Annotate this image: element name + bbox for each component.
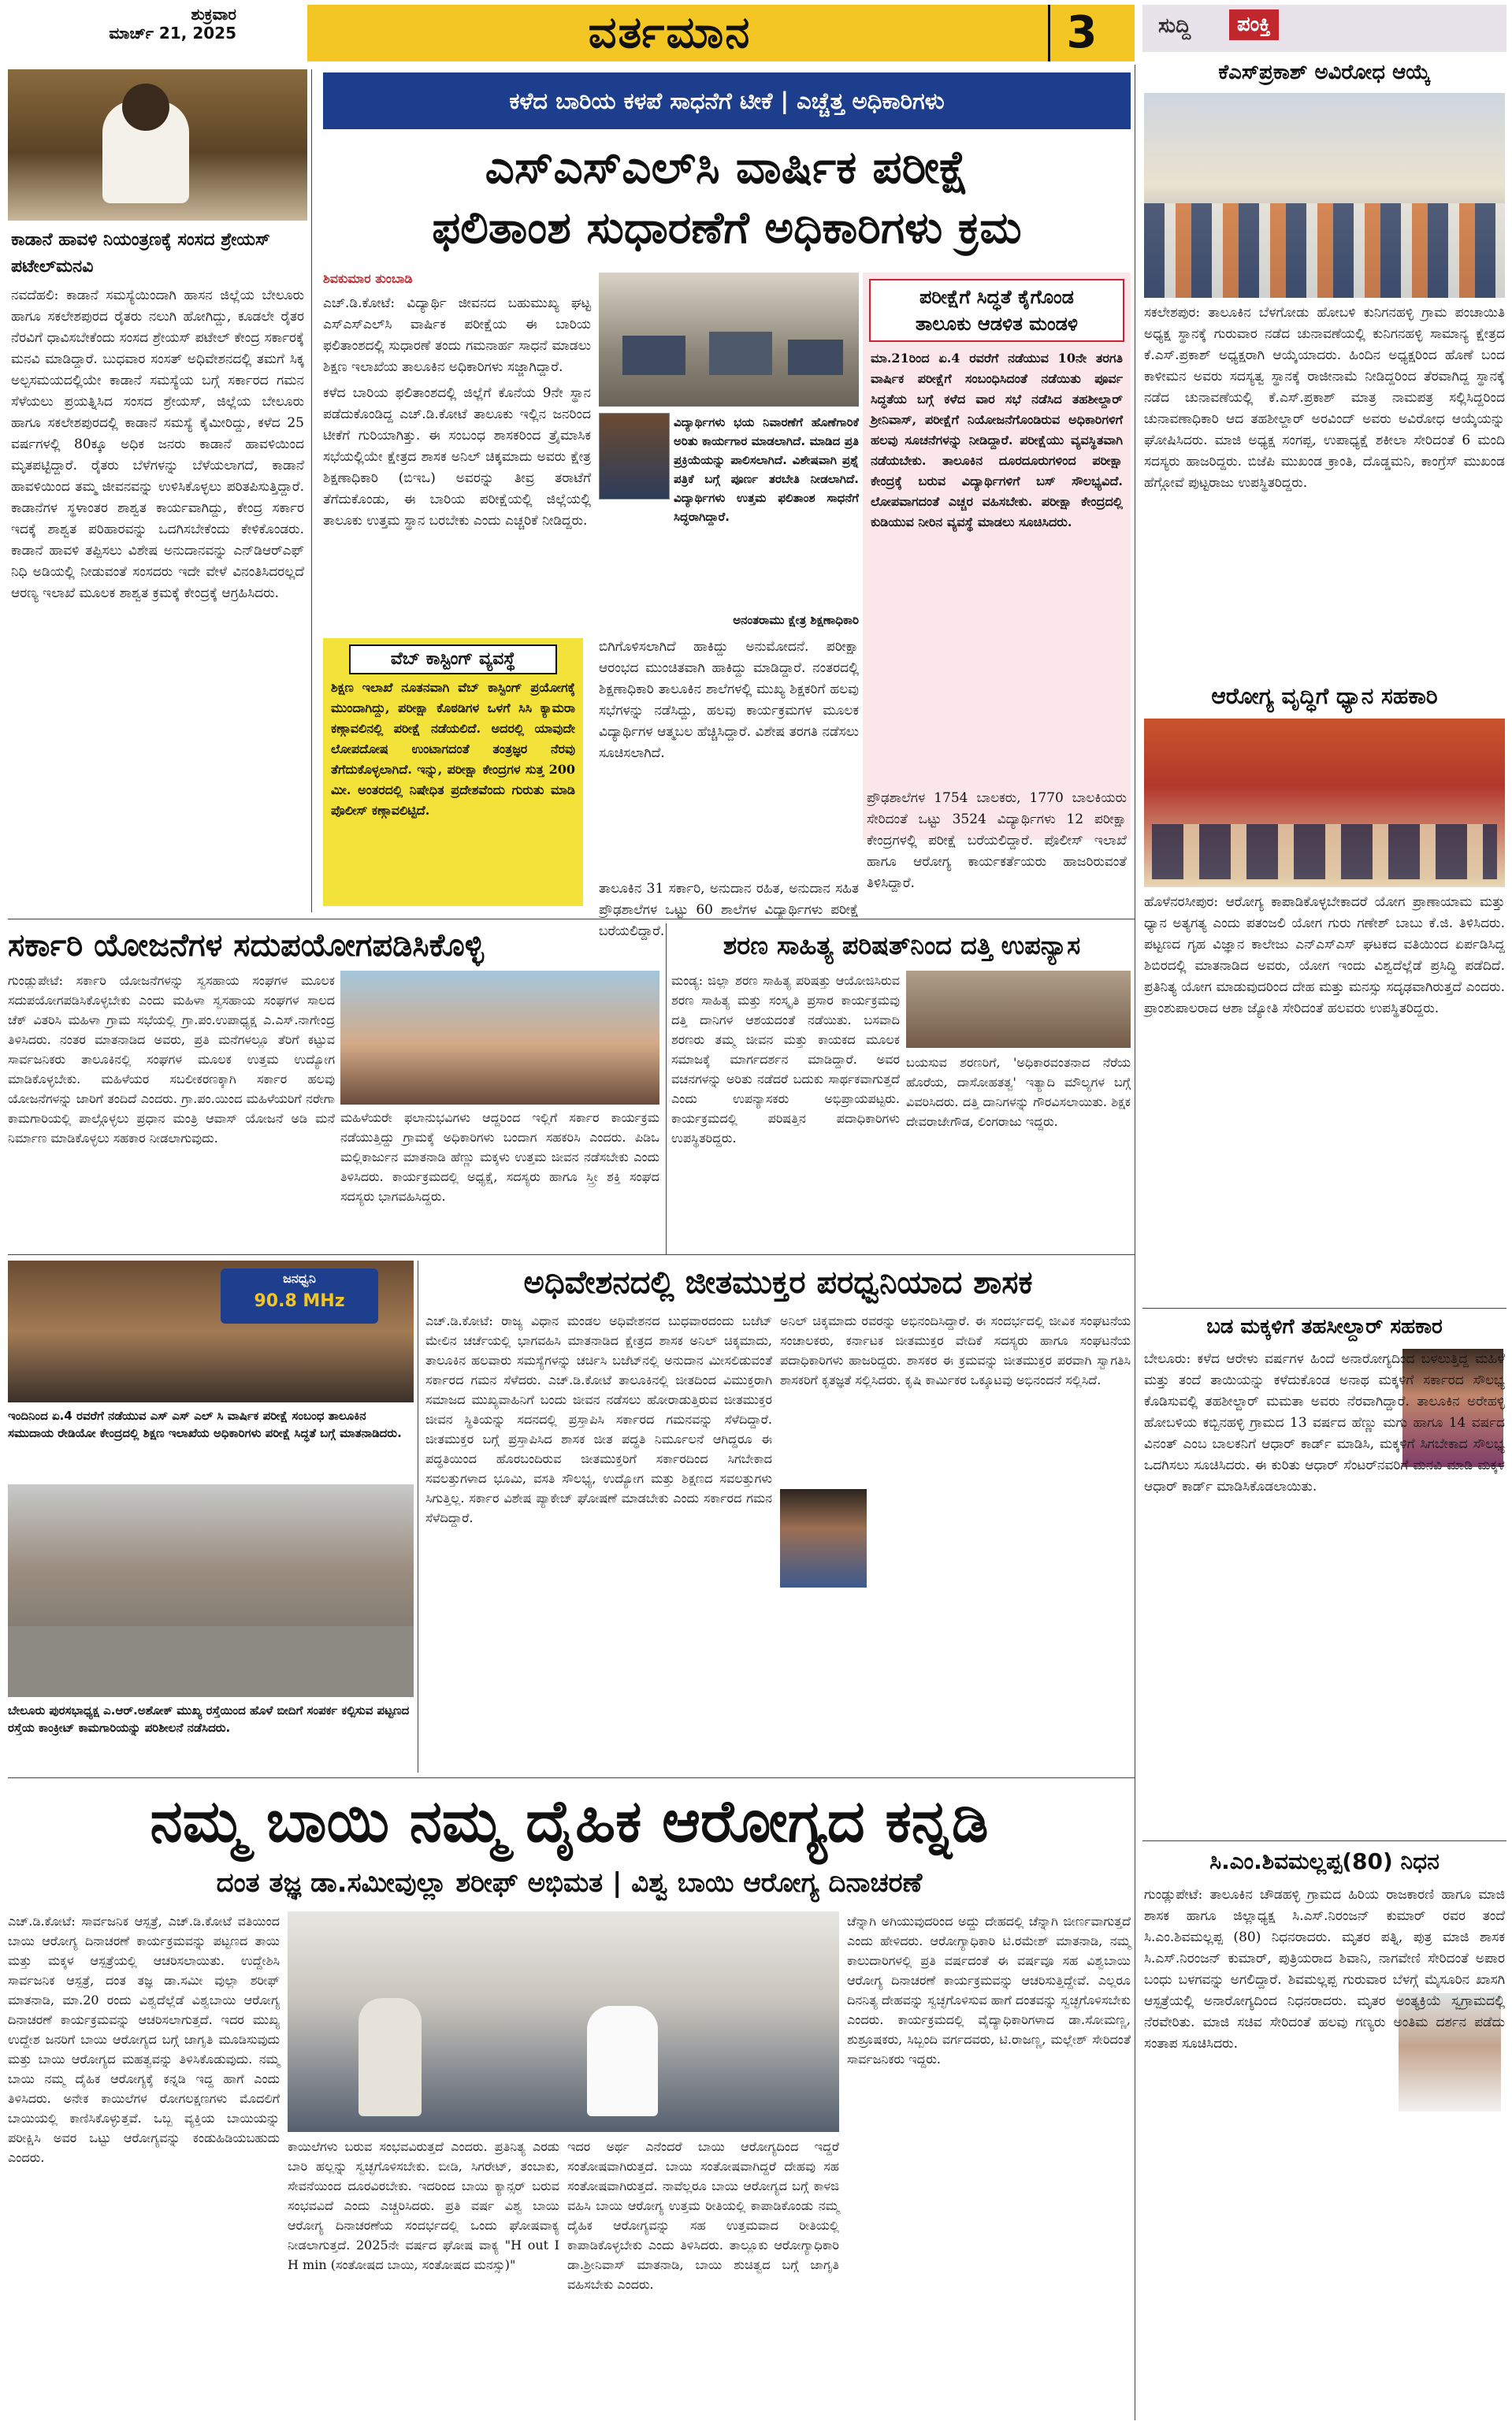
mid-s2-title: ಶರಣ ಸಾಹಿತ್ಯ ಪರಿಷತ್‌ನಿಂದ ದತ್ತಿ ಉಪನ್ಯಾಸ: [723, 930, 1081, 960]
bottom-subhead: ದಂತ ತಜ್ಞ ಡಾ.ಸಮೀವುಲ್ಲಾ ಶರೀಫ್ ಅಭಿಮತ | ವಿಶ್ವ ಬಾಯಿ ಆರೋಗ್ಯ ದಿನಾಚರಣೆ: [216, 1867, 923, 1899]
road-inspection-photo: [8, 1484, 414, 1697]
lead-body-3: ಬಿಗಿಗೊಳಿಸಲಾಗಿದೆ ಹಾಕಿದ್ದು ಅನುಮೋದನೆ. ಪರೀಕ್ಷಾ ಆರಂಭದ ಮುಂಚಿತವಾಗಿ ಹಾಕಿದ್ದು ಮಾಡಿದ್ದಾರೆ. ನಂತರದಲ್ಲಿ ಶಿಕ್ಷಣಾಧಿಕಾರಿ ತಾಲೂಕಿನ ಶಾಲೆಗಳಲ್ಲಿ ಮುಖ್ಯ ಶಿಕ್ಷಕರಿಗೆ ಹಲವು ಸಭೆಗಳನ್ನು ನಡೆಸಿದ್ದು, ಹಲವು ಕಾರ್ಯಕ್ರಮಗಳ ಮೂಲಕ ವಿದ್ಯಾರ್ಥಿಗಳ ಆತ್ಮಬಲ ಹೆಚ್ಚಿಸಿದ್ದಾರೆ. ವಿಶೇಷ ತರಗತಿ ನಡೆಸಲು ಸೂಚಿಸಲಾಗಿದೆ.: [599, 639, 859, 761]
right-s1-title: ಕೆಎಸ್‌ಪ್ರಕಾಶ್ ಅವಿರೋಧ ಆಯ್ಕೆ: [1218, 61, 1431, 84]
street-caption: ಬೇಲೂರು ಪುರಸಭಾಧ್ಯಕ್ಷ ಎ.ಆರ್.ಅಶೋಕ್ ಮುಖ್ಯ ರಸ್ತೆಯಿಂದ ಹೊಳೆ ಬೀದಿಗೆ ಸಂಪರ್ಕ ಕಲ್ಪಿಸುವ ಪಟ್ಟಣದ ರಸ್ತೆಯ ಕಾಂಕ್ರೀಟ್ ಕಾಮಗಾರಿಯನ್ನು ಪರಿಶೀಲನೆ ನಡೆಸಿದರು.: [8, 1703, 410, 1735]
mid-s1-body: ಗುಂಡ್ಲುಪೇಟೆ: ಸರ್ಕಾರಿ ಯೋಜನೆಗಳನ್ನು ಸ್ವಸಹಾಯ ಸಂಘಗಳ ಮೂಲಕ ಸದುಪಯೋಗಪಡಿಸಿಕೊಳ್ಳಬೇಕು ಎಂದು ಮಹಿಳಾ ಸ್ವಸಹಾಯ ಸಂಘಗಳ ಸಾಲದ ಚೆಕ್ ವಿತರಿಸಿ ಮಹಿಳಾ ಗ್ರಾಮ ಸಭೆಯಲ್ಲಿ ಗ್ರಾ.ಪಂ.ಉಪಾಧ್ಯಕ್ಷ ಎ.ಎಸ್.ನಾಗೇಂದ್ರ ತಿಳಿಸಿದರು. ನಂತರ ಮಾತನಾಡಿದ ಅವರು, ಪ್ರತಿ ಮನೆಗಳಲ್ಲೂ ತೆರಿಗೆ ಕಟ್ಟುವ ಸಾರ್ವಜನಿಕರು ತಾಲೂಕಿನಲ್ಲಿ ಸಂಘಗಳ ಮೂಲಕ ಉತ್ತಮ ಉದ್ಯೋಗ ಮಾಡಿಕೊಳ್ಳಬೇಕು. ಮಹಿಳೆಯರ ಸಬಲೀಕರಣಕ್ಕಾಗಿ ಸರ್ಕಾರ ಹಲವು ಯೋಜನೆಗಳನ್ನು ಜಾರಿಗೆ ತಂದಿದೆ ಎಂದರು. ಗ್ರಾ.ಪಂ.ಯಿಂದ ಮಹಿಳೆಯರಿಗೆ ನರೇಗಾ ಕಾಮಗಾರಿಯಲ್ಲಿ ಪಾಲ್ಗೊಳ್ಳಲು ಪ್ರಧಾನ ಮಂತ್ರಿ ಆವಾಸ್ ಯೋಜನೆ ಅಡಿ ಮನೆ ನಿರ್ಮಾಣ ಮಾಡಿಕೊಳ್ಳಲು ಸಹಕಾರ ನೀಡಲಾಗುವುದು.: [8, 973, 335, 1146]
lead-para-1: ಎಚ್.ಡಿ.ಕೋಟೆ: ವಿದ್ಯಾರ್ಥಿ ಜೀವನದ ಬಹುಮುಖ್ಯ ಘಟ್ಟ ಎಸ್‌ಎಸ್‌ಎಲ್‌ಸಿ ವಾರ್ಷಿಕ ಪರೀಕ್ಷೆಯ ಈ ಬಾರಿಯ ಫಲಿತಾಂಶದಲ್ಲಿ ಸುಧಾರಣೆ ತಂದು ಗಮನಾರ್ಹ ಸಾಧನೆ ಮಾಡಲು ಶಿಕ್ಷಣ ಇಲಾಖೆಯ ತಾಲೂಕಿನ ಅಧಿಕಾರಿಗಳು ಸಜ್ಜಾಗಿದ್ದಾರೆ.: [323, 295, 591, 375]
lead-byline: ಶಿವಕುಮಾರ ತುಂಬಾಡಿ: [323, 271, 413, 286]
right-s3-title: ಬಡ ಮಕ್ಕಳಿಗೆ ತಹಸೀಲ್ದಾರ್ ಸಹಕಾರ: [1206, 1315, 1443, 1339]
weekday: ಶುಕ್ರವಾರ: [191, 5, 236, 24]
group-photo: [1144, 93, 1505, 298]
webcast-body: ಶಿಕ್ಷಣ ಇಲಾಖೆ ನೂತನವಾಗಿ ವೆಬ್ ಕಾಸ್ಟಿಂಗ್ ಪ್ರಯೋಗಕ್ಕೆ ಮುಂದಾಗಿದ್ದು, ಪರೀಕ್ಷಾ ಕೊಠಡಿಗಳ ಒಳಗೆ ಸಿಸಿ ಕ್ಯಾಮರಾ ಕಣ್ಗಾವಲಿನಲ್ಲಿ ಪರೀಕ್ಷೆ ನಡೆಯಲಿದೆ. ಅದರಲ್ಲಿ ಯಾವುದೇ ಲೋಪದೋಷ ಉಂಟಾಗದಂತೆ ತಂತ್ರಜ್ಞರ ನೆರವು ತೆಗೆದುಕೊಳ್ಳಲಾಗಿದೆ. ಇನ್ನು, ಪರೀಕ್ಷಾ ಕೇಂದ್ರಗಳ ಸುತ್ತ 200 ಮೀ. ಅಂತರದಲ್ಲಿ ನಿಷೇಧಿತ ಪ್ರದೇಶವೆಂದು ಗುರುತು ಮಾಡಿ ಪೊಲೀಸ್ ಕಣ್ಗಾವಲಿಟ್ಟಿದೆ.: [331, 680, 575, 818]
right-s4-body: ಗುಂಡ್ಲುಪೇಟೆ: ತಾಲೂಕಿನ ಚೌಡಹಳ್ಳಿ ಗ್ರಾಮದ ಹಿರಿಯ ರಾಜಕಾರಣಿ ಹಾಗೂ ಮಾಜಿ ಶಾಸಕ ಹಾಗೂ ಜಿಲ್ಲಾಧ್ಯಕ್ಷ ಸಿ.ಎಸ್.ನಿರಂಜನ್ ಕುಮಾರ್ ರವರ ತಂದೆ ಸಿ.ಎಂ.ಶಿವಮಲ್ಲಪ್ಪ (80) ನಿಧನರಾದರು. ಮೃತರ ಪತ್ನಿ, ಪುತ್ರ ಮಾಜಿ ಶಾಸಕ ಸಿ.ಎಸ್.ನಿರಂಜನ್ ಕುಮಾರ್, ಪುತ್ರಿಯರಾದ ಶಿವಾನಿ, ನಾಗವೇಣಿ ಸೇರಿದಂತೆ ಅಪಾರ ಬಂಧು ಬಳಗವನ್ನು ಅಗಲಿದ್ದಾರೆ. ಶಿವಮಲ್ಲಪ್ಪ ಗುರುವಾರ ಬೆಳಗ್ಗೆ ಮೈಸೂರಿನ ಖಾಸಗಿ ಆಸ್ಪತ್ರೆಯಲ್ಲಿ ಅನಾರೋಗ್ಯದಿಂದ ನಿಧನರಾದರು. ಮೃತರ ಅಂತ್ಯಕ್ರಿಯೆ ಸ್ವಗ್ರಾಮದಲ್ಲಿ ನೆರವೇರಿತು. ಮಾಜಿ ಸಚಿವ ಸೇರಿದಂತೆ ಹಲವು ಗಣ್ಯರು ಅಂತಿಮ ದರ್ಶನ ಪಡೆದು ಸಂತಾಪ ಸೂಚಿಸಿದರು.: [1144, 1887, 1505, 2052]
left-story-body: ನವದೆಹಲಿ: ಕಾಡಾನೆ ಸಮಸ್ಯೆಯಿಂದಾಗಿ ಹಾಸನ ಜಿಲ್ಲೆಯ ಬೇಲೂರು ಹಾಗೂ ಸಕಲೇಶಪುರದ ರೈತರು ನಲುಗಿ ಹೋಗಿದ್ದು, ಕೂಡಲೇ ರೈತರ ನೆರವಿಗೆ ಧಾವಿಸಬೇಕೆಂದು ಸಂಸದ ಶ್ರೇಯಸ್ ಪಟೇಲ್ ಕೇಂದ್ರ ಸರ್ಕಾರಕ್ಕೆ ಮನವಿ ಮಾಡಿದ್ದಾರೆ. ಬುಧವಾರ ಸಂಸತ್ ಅಧಿವೇಶನದಲ್ಲಿ ತಮಗೆ ಸಿಕ್ಕ ಅಲ್ಪಸಮಯದಲ್ಲಿಯೇ ಕಾಡಾನೆ ಸಮಸ್ಯೆಯ ಬಗ್ಗೆ ಸರ್ಕಾರದ ಗಮನ ಸೆಳೆಯಲು ಪ್ರಯತ್ನಿಸಿದ ಸಂಸದ ಶ್ರೇಯಸ್, ಜಿಲ್ಲೆಯ ಬೇಲೂರು ಹಾಗೂ ಸಕಲೇಶಪುರದಲ್ಲಿ ಕಾಡಾನೆ ಸಮಸ್ಯೆ ಕೈಮೀರಿದ್ದು, ಕಳೆದ 25 ವರ್ಷಗಳಲ್ಲಿ 80ಕ್ಕೂ ಅಧಿಕ ಜನರು ಕಾಡಾನೆ ಹಾವಳಿಯಿಂದ ಮೃತಪಟ್ಟಿದ್ದಾರೆ. ರೈತರು ಬೆಳೆಗಳನ್ನು ಬೆಳೆಯಲಾಗದೆ, ಕಾಡಾನೆ ಹಾವಳಿಯಿಂದ ತಮ್ಮ ಜೀವನವನ್ನು ಉಳಿಸಿಕೊಳ್ಳಲು ಪರಿತಪಿಸುತ್ತಿದ್ದಾರೆ. ಕಾಡಾನೆಗಳ ಸ್ಥಳಾಂತರ ಶಾಶ್ವತ ಕಾರ್ಯವಾಗಿದ್ದು, ಕೇಂದ್ರ ಸರ್ಕಾರ ಇದಕ್ಕೆ ಶಾಶ್ವತ ಪರಿಹಾರವನ್ನು ಒದಗಿಸಬೇಕೆಂದು ಕೇಳಿಕೊಂಡರು. ಕಾಡಾನೆ ಹಾವಳಿ ತಪ್ಪಿಸಲು ವಿಶೇಷ ಅನುದಾನವನ್ನು ಎನ್‌ಡಿಆರ್‌ಎಫ್ ನಿಧಿ ಅಡಿಯಲ್ಲಿ ನೀಡುವಂತೆ ಸಂಸದರು ಇದೇ ವೇಳೆ ವಿನಂತಿಸಿದರಲ್ಲದೆ ಆರಣ್ಯ ಇಲಾಖೆ ಮೂಲಕ ಶಾಶ್ವತ ಕ್ರಮಕ್ಕೆ ಕೇಂದ್ರಕ್ಕೆ ಆಗ್ರಹಿಸಿದರು.: [11, 288, 304, 601]
right-s3-body: ಬೇಲೂರು: ಕಳೆದ ಆರೇಳು ವರ್ಷಗಳ ಹಿಂದೆ ಅನಾರೋಗ್ಯದಿಂದ ಬಳಲುತ್ತಿದ್ದ ಮಹಿಳೆ ಮತ್ತು ತಂದೆ ತಾಯಿಯನ್ನು ಕಳೆದುಕೊಂಡ ಅನಾಥ ಮಕ್ಕಳಿಗೆ ಸರ್ಕಾರದ ಸೌಲಭ್ಯ ಕೊಡಿಸುವಲ್ಲಿ ತಹಶೀಲ್ದಾರ್ ಮಮತಾ ಅವರು ನೆರವಾಗಿದ್ದಾರೆ. ತಾಲೂಕಿನ ಅರೇಹಳ್ಳಿ ಹೋಬಳಿಯ ಕಬ್ಬಿನಹಳ್ಳಿ ಗ್ರಾಮದ 13 ವರ್ಷದ ಹೆಣ್ಣು ಮಗು ಹಾಗೂ 14 ವರ್ಷದ ವಿನಂತ್ ಎಂಬ ಬಾಲಕನಿಗೆ ಆಧಾರ್ ಕಾರ್ಡ್ ಮಾಡಿಸಿ, ಮಕ್ಕಳಿಗೆ ಸಿಗಬೇಕಾದ ಸೌಲಭ್ಯ ಒದಗಿಸಲು ಸೂಚಿಸಿದರು. ಈ ಕುರಿತು ಆಧಾರ್ ಸೆಂಟರ್‌ನವರಿಗೆ ಮನವಿ ಮಾಡಿ ಮಕ್ಕಳ ಆಧಾರ್ ಕಾರ್ಡ್ ಮಾಡಿಸಿಕೊಡಲಾಯಿತು.: [1144, 1351, 1505, 1495]
right-s2-title: ಆರೋಗ್ಯ ವೃದ್ಧಿಗೆ ಧ್ಯಾನ ಸಹಕಾರಿ: [1211, 683, 1438, 709]
side-tag-a: ಸುದ್ದಿ: [1158, 14, 1191, 38]
radio-banner-name: ಜನಧ್ವನಿ: [283, 1271, 316, 1286]
lead-kicker: ಕಳೆದ ಬಾರಿಯ ಕಳಪೆ ಸಾಧನೆಗೆ ಟೀಕೆ | ಎಚ್ಚೆತ್ತ ಅಧಿಕಾರಿಗಳು: [509, 87, 945, 114]
lead-kicker-bar: [323, 72, 1131, 129]
mid-s3-body-b: ಅನಿಲ್ ಚಿಕ್ಕಮಾದು ರವರನ್ನು ಅಭಿನಂದಿಸಿದ್ದಾರೆ. ಈ ಸಂದರ್ಭದಲ್ಲಿ ಜೀವಿಕ ಸಂಘಟನೆಯ ಸಂಚಾಲಕರು, ಕರ್ನಾಟಕ ಜೀತಮುಕ್ತರ ವೇದಿಕೆ ಸದಸ್ಯರು ಹಾಗೂ ಸಂಘಟನೆಯ ಪದಾಧಿಕಾರಿಗಳು ಹಾಜರಿದ್ದರು. ಶಾಸಕರ ಈ ಕ್ರಮವನ್ನು ಜೀತಮುಕ್ತರ ಪರವಾಗಿ ಸ್ವಾಗತಿಸಿ ಶಾಸಕರಿಗೆ ಕೃತಜ್ಞತೆ ಸಲ್ಲಿಸಿದರು. ಕೃಷಿ ಕಾರ್ಮಿಕರ ಒಕ್ಕೂಟವು ಅಭಿನಂದನೆ ಸಲ್ಲಿಸಿದೆ.: [780, 1313, 1131, 1387]
mid-s1-body-b: ಮಹಿಳೆಯರೇ ಫಲಾನುಭವಿಗಳು ಆದ್ದರಿಂದ ಇಲ್ಲಿಗೆ ಸರ್ಕಾರ ಕಾರ್ಯಕ್ರಮ ನಡೆಯುತ್ತಿದ್ದು ಗ್ರಾಮಕ್ಕೆ ಅಧಿಕಾರಿಗಳು ಬಂದಾಗ ಸಹಕರಿಸಿ ಎಂದರು. ಪಿಡಿಒ ಮಲ್ಲಿಕಾರ್ಜುನ ಮಾತನಾಡಿ ಹೆಣ್ಣು ಮಕ್ಕಳು ಉತ್ತಮ ಜೀವನ ನಡೆಸಬೇಕು ಎಂದು ತಿಳಿಸಿದರು. ಕಾರ್ಯಕ್ರಮದಲ್ಲಿ ಅಧ್ಯಕ್ಷೆ, ಸದಸ್ಯರು ಹಾಗೂ ಸ್ತ್ರೀ ಶಕ್ತಿ ಸಂಘದ ಸದಸ್ಯರು ಭಾಗವಹಿಸಿದ್ದರು.: [340, 1110, 659, 1204]
lead-headline-1: ಎಸ್‌ಎಸ್‌ಎಲ್‌ಸಿ ವಾರ್ಷಿಕ ಪರೀಕ್ಷೆ: [485, 140, 969, 194]
bottom-headline: ನಮ್ಮ ಬಾಯಿ ನಮ್ಮ ದೈಹಿಕ ಆರೋಗ್ಯದ ಕನ್ನಡಿ: [150, 1788, 989, 1855]
mid-s1-title: ಸರ್ಕಾರಿ ಯೋಜನೆಗಳ ಸದುಪಯೋಗಪಡಿಸಿಕೊಳ್ಳಿ: [8, 927, 485, 964]
sidebar-body: ಮಾ.21ರಿಂದ ಏ.4 ರವರೆಗೆ ನಡೆಯುವ 10ನೇ ತರಗತಿ ವಾರ್ಷಿಕ ಪರೀಕ್ಷೆಗೆ ಸಂಬಂಧಿಸಿದಂತೆ ನಡೆಯಿತು ಪೂರ್ವ ಸಿದ್ಧತೆಯ ಬಗ್ಗೆ ಕಳೆದ ವಾರ ಸಭೆ ನಡೆಸಿದ ತಹಶೀಲ್ದಾರ್ ಶ್ರೀನಿವಾಸ್, ಪರೀಕ್ಷೆಗೆ ನಿಯೋಜನೆಗೊಂಡಿರುವ ಅಧಿಕಾರಿಗಳಿಗೆ ಹಲವು ಸೂಚನೆಗಳನ್ನು ನೀಡಿದ್ದಾರೆ. ಪರೀಕ್ಷೆಯು ವ್ಯವಸ್ಥಿತವಾಗಿ ನಡೆಯಬೇಕು. ತಾಲೂಕಿನ ದೂರದೂರುಗಳಿಂದ ಪರೀಕ್ಷಾ ಕೇಂದ್ರಕ್ಕೆ ಬರುವ ವಿದ್ಯಾರ್ಥಿಗಳಿಗೆ ಬಸ್ ಸೌಲಭ್ಯವಿದೆ. ಲೋಪವಾಗದಂತೆ ಎಚ್ಚರ ವಹಿಸಬೇಕು. ಪರೀಕ್ಷಾ ಕೇಂದ್ರದಲ್ಲಿ ಕುಡಿಯುವ ನೀರಿನ ವ್ಯವಸ್ಥೆ ಮಾಡಲು ಸೂಚಿಸಿದರು.: [871, 351, 1123, 529]
right-s2-body: ಹೊಳೆನರಸೀಪುರ: ಆರೋಗ್ಯ ಕಾಪಾಡಿಕೊಳ್ಳಬೇಕಾದರೆ ಯೋಗ ಪ್ರಾಣಾಯಾಮ ಮತ್ತು ಧ್ಯಾನ ಅತ್ಯಗತ್ಯ ಎಂದು ಪತಂಜಲಿ ಯೋಗ ಗುರು ಗಣೇಶ್ ಬಾಬು ಕೆ.ಜಿ. ತಿಳಿಸಿದರು. ಪಟ್ಟಣದ ಗೃಹ ವಿಜ್ಞಾನ ಕಾಲೇಜು ಎನ್‌ಎಸ್‌ಎಸ್ ಘಟಕದ ವತಿಯಿಂದ ಏರ್ಪಡಿಸಿದ್ದ ಶಿಬಿರದಲ್ಲಿ ಮಾತನಾಡಿದ ಅವರು, ಯೋಗ ಇಂದು ವಿಶ್ವದೆಲ್ಲೆಡೆ ಪ್ರಸಿದ್ಧಿ ಪಡೆದಿದೆ. ಪ್ರತಿನಿತ್ಯ ಯೋಗ ಮಾಡುವುದರಿಂದ ದೇಹ ಮತ್ತು ಮನಸ್ಸು ಸದೃಢವಾಗಿರುತ್ತದೆ ಎಂದರು. ಪ್ರಾಂಶುಪಾಲರಾದ ಆಶಾ ಜ್ಯೋತಿ ಸೇರಿದಂತೆ ಹಲವರು ಉಪಸ್ಥಿತರಿದ್ದರು.: [1144, 894, 1505, 1016]
nameplate-bar: [307, 5, 1135, 61]
lead-body-4: ಪ್ರೌಢಶಾಲೆಗಳ 1754 ಬಾಲಕರು, 1770 ಬಾಲಕಿಯರು ಸೇರಿದಂತೆ ಒಟ್ಟು 3524 ವಿದ್ಯಾರ್ಥಿಗಳು 12 ಪರೀಕ್ಷಾ ಕೇಂದ್ರಗಳಲ್ಲಿ ಪರೀಕ್ಷೆ ಬರೆಯಲಿದ್ದಾರೆ. ಪೊಲೀಸ್ ಇಲಾಖೆ ಹಾಗೂ ಆರೋಗ್ಯ ಕಾರ್ಯಕರ್ತೆಯರು ಹಾಜರಿರುವಂತೆ ತಿಳಿಸಿದ್ದಾರೆ.: [867, 790, 1127, 891]
left-story-title: ಕಾಡಾನೆ ಹಾವಳಿ ನಿಯಂತ್ರಣಕ್ಕೆ ಸಂಸದ ಶ್ರೇಯಸ್ ಪಟೇಲ್‌ಮನವಿ: [11, 230, 270, 277]
meditation-photo: [1144, 719, 1505, 887]
officer-portrait: [599, 413, 670, 500]
mid-s3-title: ಅಧಿವೇಶನದಲ್ಲಿ ಜೀತಮುಕ್ತರ ಪರಧ್ವನಿಯಾದ ಶಾಸಕ: [523, 1265, 1033, 1301]
side-tag-b: ಪಂಕ್ತಿ: [1229, 9, 1279, 40]
sidebar-title-1: ಪರೀಕ್ಷೆಗೆ ಸಿದ್ಧತೆ ಕೈಗೊಂಡ: [919, 286, 1074, 308]
mid-s3-body: ಎಚ್.ಡಿ.ಕೋಟೆ: ರಾಜ್ಯ ವಿಧಾನ ಮಂಡಲ ಅಧಿವೇಶನದ ಬುಧವಾರದಂದು ಬಜೆಟ್ ಮೇಲಿನ ಚರ್ಚೆಯಲ್ಲಿ ಭಾಗವಹಿಸಿ ಮಾತನಾಡಿದ ಕ್ಷೇತ್ರದ ಶಾಸಕ ಅನಿಲ್ ಚಿಕ್ಕಮಾದು, ತಾಲೂಕಿನ ಹಲವಾರು ಸಮಸ್ಯೆಗಳನ್ನು ಚರ್ಚಿಸಿ ಬಜೆಟ್‌ನಲ್ಲಿ ಅನುದಾನ ಮೀಸಲಿಡುವಂತೆ ಸರ್ಕಾರದ ಗಮನ ಸೆಳೆದರು. ಎಚ್.ಡಿ.ಕೋಟೆ ತಾಲೂಕಿನಲ್ಲಿ ಜೀತದಿಂದ ವಿಮುಕ್ತರಾಗಿ ಸಮಾಜದ ಮುಖ್ಯವಾಹಿನಿಗೆ ಬಂದು ಜೀವನ ನಡೆಸಲು ಹೋರಾಡುತ್ತಿರುವ ಜೀತಮುಕ್ತರ ಜೀವನ ಸ್ಥಿತಿಯನ್ನು ಸದನದಲ್ಲಿ ಪ್ರಸ್ತಾಪಿಸಿ ಸರ್ಕಾರದ ಗಮನವನ್ನು ಸೆಳೆದಿದ್ದಾರೆ. ಜೀತಮುಕ್ತರ ಬಗ್ಗೆ ಪ್ರಸ್ತಾಪಿಸಿದ ಶಾಸಕ ಜೀತ ಪದ್ಧತಿ ನಿರ್ಮೂಲನೆ ಆಗಿದ್ದರೂ ಈ ಪದ್ಧತಿಯಿಂದ ಹೊರಬಂದಿರುವ ಜೀತಮುಕ್ತರಿಗೆ ಸರ್ಕಾರದಿಂದ ಸಿಗಬೇಕಾದ ಸವಲತ್ತುಗಳಾದ ಭೂಮಿ, ವಸತಿ ಸೌಲಭ್ಯ, ಉದ್ಯೋಗ ಮತ್ತು ಶಿಕ್ಷಣದ ಸವಲತ್ತುಗಳು ಸಿಗುತ್ತಿಲ್ಲ. ಸರ್ಕಾರ ವಿಶೇಷ ಪ್ಯಾಕೇಜ್ ಘೋಷಣೆ ಮಾಡಬೇಕು ಎಂದು ಸರ್ಕಾರದ ಗಮನ ಸೆಳೆದಿದ್ದಾರೆ.: [425, 1313, 772, 1525]
issue-date: ಮಾರ್ಚ್ 21, 2025: [109, 24, 236, 43]
radio-studio-photo: [8, 1261, 414, 1402]
radio-banner: [221, 1268, 378, 1324]
lead-headline-2: ಫಲಿತಾಂಶ ಸುಧಾರಣೆಗೆ ಅಧಿಕಾರಿಗಳು ಕ್ರಮ: [432, 202, 1022, 254]
lead-body-5: ತಾಲೂಕಿನ 31 ಸರ್ಕಾರಿ, ಅನುದಾನ ರಹಿತ, ಅನುದಾನ ಸಹಿತ ಪ್ರೌಢಶಾಲೆಗಳ ಒಟ್ಟು 60 ಶಾಲೆಗಳ ವಿದ್ಯಾರ್ಥಿಗಳು ಪರೀಕ್ಷೆ ಬರೆಯಲಿದ್ದಾರೆ.: [599, 881, 859, 939]
webcast-title: ವೆಬ್ ಕಾಸ್ಟಿಂಗ್ ವ್ಯವಸ್ಥೆ: [349, 644, 557, 674]
sidebar-title-2: ತಾಲೂಕು ಆಡಳಿತ ಮಂಡಳಿ: [916, 313, 1078, 335]
dental-event-photo: [288, 1911, 839, 2132]
bottom-body-d: ಚೆನ್ನಾಗಿ ಅಗಿಯುವುದರಿಂದ ಅದ್ದು ದೇಹದಲ್ಲಿ ಚೆನ್ನಾಗಿ ಜೀರ್ಣವಾಗುತ್ತದೆ ಎಂದು ಹೇಳಿದರು. ಆರೋಗ್ಯಾಧಿಕಾರಿ ಟಿ.ರಮೇಶ್ ಮಾತನಾಡಿ, ನಮ್ಮ ಕಾಲುದಾರಿಗಳಲ್ಲಿ ಪ್ರತಿ ವರ್ಷದಂತೆ ಈ ವರ್ಷವೂ ಸಹ ವಿಶ್ವಬಾಯಿ ಆರೋಗ್ಯ ದಿನಾಚರಣೆ ಕಾರ್ಯಕ್ರಮವನ್ನು ಆಚರಿಸುತ್ತಿದ್ದೇವೆ. ಎಲ್ಲರೂ ದಿನನಿತ್ಯ ದೇಹವನ್ನು ಸ್ವಚ್ಛಗೊಳಿಸುವ ಹಾಗೆ ದಂತವನ್ನು ಸ್ವಚ್ಛಗೊಳಿಸಬೇಕು ಎಂದರು. ಕಾರ್ಯಕ್ರಮದಲ್ಲಿ ವೈದ್ಯಾಧಿಕಾರಿಗಳಾದ ಡಾ.ಸೋಮಣ್ಣ, ಶುಶ್ರೂಷಕರು, ಸಿಬ್ಬಂದಿ ವರ್ಗದವರು, ಟಿ.ರಾಜಣ್ಣ, ಮಲ್ಲೇಶ್ ಸೇರಿದಂತೆ ಸಾರ್ವಜನಿಕರು ಇದ್ದರು.: [847, 1914, 1131, 2067]
bottom-body-b: ಕಾಯಿಲೆಗಳು ಬರುವ ಸಂಭವವಿರುತ್ತದೆ ಎಂದರು. ಪ್ರತಿನಿತ್ಯ ಎರಡು ಬಾರಿ ಹಲ್ಲನ್ನು ಸ್ವಚ್ಛಗೊಳಿಸಬೇಕು. ಬೀಡಿ, ಸಿಗರೇಟ್, ತಂಬಾಕು, ಸೇವನೆಯಿಂದ ದೂರವಿರಬೇಕು. ಇದರಿಂದ ಬಾಯಿ ಕ್ಯಾನ್ಸರ್ ಬರುವ ಸಂಭವವಿದೆ ಎಂದು ಎಚ್ಚರಿಸಿದರು. ಪ್ರತಿ ವರ್ಷ ವಿಶ್ವ ಬಾಯಿ ಆರೋಗ್ಯ ದಿನಾಚರಣೆಯ ಸಂದರ್ಭದಲ್ಲಿ ಒಂದು ಘೋಷವಾಕ್ಯ ನೀಡಲಾಗುತ್ತದೆ. 2025ನೇ ವರ್ಷದ ಘೋಷ ವಾಕ್ಯ "H out I H min (ಸಂತೋಷದ ಬಾಯಿ, ಸಂತೋಷದ ಮನಸ್ಸು)": [288, 2139, 559, 2272]
lead-para-2: ಕಳೆದ ಬಾರಿಯ ಫಲಿತಾಂಶದಲ್ಲಿ ಜಿಲ್ಲೆಗೆ ಕೊನೆಯ 9ನೇ ಸ್ಥಾನ ಪಡೆದುಕೊಂಡಿದ್ದ ಎಚ್.ಡಿ.ಕೋಟೆ ತಾಲೂಕು ಇಲ್ಲಿನ ಜನರಿಂದ ಟೀಕೆಗೆ ಗುರಿಯಾಗಿತ್ತು. ಈ ಸಂಬಂಧ ಶಾಸಕರಿಂದ ತ್ರೈಮಾಸಿಕ ಸಭೆಯಲ್ಲಿಯೇ ಕ್ಷೇತ್ರದ ಶಾಸಕ ಅನಿಲ್ ಚಿಕ್ಕಮಾದು ಅವರು ಕ್ಷೇತ್ರ ಶಿಕ್ಷಣಾಧಿಕಾರಿ (ಬಿಇಒ) ಅವರನ್ನು ತೀವ್ರ ತರಾಟೆಗೆ ತೆಗೆದುಕೊಂಡು, ಈ ಬಾರಿಯ ಪರೀಕ್ಷೆಯಲ್ಲಿ ಜಿಲ್ಲೆಯಲ್ಲಿ ತಾಲೂಕು ಉತ್ತಮ ಸ್ಥಾನ ಬರಬೇಕು ಎಂದು ಎಚ್ಚರಿಕೆ ನೀಡಿದ್ದರು.: [323, 385, 591, 529]
exam-prep-sidebar: [863, 273, 1131, 840]
sidebar-title-box: [869, 279, 1124, 342]
bottom-body-a: ಎಚ್.ಡಿ.ಕೋಟೆ: ಸಾರ್ವಜನಿಕ ಆಸ್ಪತ್ರೆ, ಎಚ್.ಡಿ.ಕೋಟೆ ವತಿಯಿಂದ ಬಾಯಿ ಆರೋಗ್ಯ ದಿನಾಚರಣೆ ಕಾರ್ಯಕ್ರಮವನ್ನು ಪಟ್ಟಣದ ತಾಯಿ ಮತ್ತು ಮಕ್ಕಳ ಆಸ್ಪತ್ರೆಯಲ್ಲಿ ಆಚರಿಸಲಾಯಿತು. ಉದ್ದೇಶಿಸಿ ಸಾರ್ವಜನಿಕ ಆಸ್ಪತ್ರೆ, ದಂತ ತಜ್ಞ ಡಾ.ಸಮೀ ವುಲ್ಲಾ ಶರೀಫ್ ಮಾತನಾಡಿ, ಮಾ.20 ರಂದು ವಿಶ್ವದೆಲ್ಲೆಡೆ ವಿಶ್ವಬಾಯಿ ಆರೋಗ್ಯ ದಿನಾಚರಣೆ ಕಾರ್ಯಕ್ರಮವನ್ನು ಆಚರಿಸಲಾಗುತ್ತದೆ. ಇದರ ಮುಖ್ಯ ಉದ್ದೇಶ ಜನರಿಗೆ ಬಾಯಿ ಆರೋಗ್ಯದ ಬಗ್ಗೆ ಜಾಗೃತಿ ಮೂಡಿಸುವುದು ಮತ್ತು ಬಾಯಿ ಆರೋಗ್ಯದ ಮಹತ್ವವನ್ನು ತಿಳಿಸಿಕೊಡುವುದು. ನಮ್ಮ ಬಾಯಿ ನಮ್ಮ ದೈಹಿಕ ಆರೋಗ್ಯಕ್ಕೆ ಕನ್ನಡಿ ಇದ್ದ ಹಾಗೆ ಎಂದು ತಿಳಿಸಿದರು. ಅನೇಕ ಕಾಯಿಲೆಗಳ ರೋಗಲಕ್ಷಣಗಳು ಮೊದಲಿಗೆ ಬಾಯಿಯಲ್ಲಿ ಕಾಣಿಸಿಕೊಳ್ಳುತ್ತವೆ. ಒಬ್ಬ ವ್ಯಕ್ತಿಯ ಬಾಯಿಯನ್ನು ಪರೀಕ್ಷಿಸಿ ಅವರ ಒಟ್ಟು ಆರೋಗ್ಯವನ್ನು ಕಂಡುಹಿಡಿಯಬಹುದು ಎಂದರು.: [8, 1914, 280, 2165]
seminar-photo: [906, 971, 1131, 1048]
lead-photo-caption: ವಿದ್ಯಾರ್ಥಿಗಳು ಭಯ ನಿವಾರಣೆಗೆ ಹೊಣೆಗಾರಿಕೆ ಅರಿತು ಕಾರ್ಯಗಾರ ಮಾಡಲಾಗಿದೆ. ಮಾಡಿದ ಪ್ರತಿ ಪ್ರಕ್ರಿಯೆಯನ್ನು ಪಾಲಿಸಲಾಗಿದೆ. ವಿಶೇಷವಾಗಿ ಪ್ರಶ್ನೆ ಪತ್ರಿಕೆ ಬಗ್ಗೆ ಪೂರ್ಣ ತರಬೇತಿ ನೀಡಲಾಗಿದೆ. ವಿದ್ಯಾರ್ಥಿಗಳು ಉತ್ತಮ ಫಲಿತಾಂಶ ಸಾಧನೆಗೆ ಸಿದ್ಧರಾಗಿದ್ದಾರೆ.: [674, 415, 859, 524]
page-number: 3: [1048, 5, 1113, 61]
exam-hall-photo: [599, 273, 859, 407]
right-s4-title: ಸಿ.ಎಂ.ಶಿವಮಲ್ಲಪ್ಪ(80) ನಿಧನ: [1209, 1848, 1440, 1874]
bottom-body-c: ಇದರ ಅರ್ಥ ಎನೆಂದರೆ ಬಾಯಿ ಆರೋಗ್ಯದಿಂದ ಇದ್ದರೆ ಸಂತೋಷವಾಗಿರುತ್ತದೆ. ಬಾಯಿ ಸಂತೋಷವಾಗಿದ್ದರೆ ದೇಹವು ಸಹ ಸಂತೋಷವಾಗಿರುತ್ತದೆ. ನಾವೆಲ್ಲರೂ ಬಾಯಿ ಆರೋಗ್ಯದ ಬಗ್ಗೆ ಕಾಳಜಿ ವಹಿಸಿ ಬಾಯಿ ಆರೋಗ್ಯ ಉತ್ತಮ ರೀತಿಯಲ್ಲಿ ಕಾಪಾಡಿಕೊಂಡು ನಮ್ಮ ದೈಹಿಕ ಆರೋಗ್ಯವನ್ನು ಸಹ ಉತ್ತಮವಾದ ರೀತಿಯಲ್ಲಿ ಕಾಪಾಡಿಕೊಳ್ಳಬೇಕು ಎಂದು ತಿಳಿಸಿದರು. ತಾಲ್ಲೂಕು ಆರೋಗ್ಯಾಧಿಕಾರಿ ಡಾ.ಶ್ರೀನಿವಾಸ್ ಮಾತನಾಡಿ, ಬಾಯಿ ಶುಚಿತ್ವದ ಬಗ್ಗೆ ಜಾಗೃತಿ ವಹಿಸಬೇಕು ಎಂದರು.: [567, 2139, 839, 2292]
mid-s2-body: ಮಂಡ್ಯ: ಜಿಲ್ಲಾ ಶರಣ ಸಾಹಿತ್ಯ ಪರಿಷತ್ತು ಆಯೋಜಿಸಿರುವ ಶರಣ ಸಾಹಿತ್ಯ ಮತ್ತು ಸಂಸ್ಕೃತಿ ಪ್ರಸಾರ ಕಾರ್ಯಕ್ರಮವು ದತ್ತಿ ದಾನಿಗಳ ಆಶಯದಂತೆ ನಡೆಯಿತು. ಬಸವಾದಿ ಶರಣರು ತಮ್ಮ ಜೀವನ ಮತ್ತು ಕಾಯಕದ ಮೂಲಕ ಸಮಾಜಕ್ಕೆ ಮಾರ್ಗದರ್ಶನ ಮಾಡಿದ್ದಾರೆ. ಅವರ ವಚನಗಳನ್ನು ಅರಿತು ನಡೆದರೆ ಬದುಕು ಸಾರ್ಥಕವಾಗುತ್ತದೆ ಎಂದು ಉಪನ್ಯಾಸಕರು ಅಭಿಪ್ರಾಯಪಟ್ಟರು. ಕಾರ್ಯಕ್ರಮದಲ್ಲಿ ಪರಿಷತ್ತಿನ ಪದಾಧಿಕಾರಿಗಳು ಉಪಸ್ಥಿತರಿದ್ದರು.: [671, 973, 900, 1146]
lead-photo-credit: ಅನಂತರಾಮು ಕ್ಷೇತ್ರ ಶಿಕ್ಷಣಾಧಿಕಾರಿ: [733, 613, 859, 627]
radio-banner-freq: 90.8 MHz: [254, 1291, 345, 1311]
side-tag: [1142, 5, 1506, 52]
mp-speaking-photo: [8, 69, 307, 221]
paper-name: ವರ್ತಮಾನ: [588, 7, 752, 58]
right-s1-body: ಸಕಲೇಶಪುರ: ತಾಲೂಕಿನ ಬೆಳಗೋಡು ಹೋಬಳಿ ಕುನಿಗನಹಳ್ಳಿ ಗ್ರಾಮ ಪಂಚಾಯಿತಿ ಅಧ್ಯಕ್ಷ ಸ್ಥಾನಕ್ಕೆ ಗುರುವಾರ ನಡೆದ ಚುನಾವಣೆಯಲ್ಲಿ ಕುನಿಗನಹಳ್ಳಿ ಸಾಮಾನ್ಯ ಕ್ಷೇತ್ರದ ಕೆ.ಎಸ್.ಪ್ರಕಾಶ್ ಅಧ್ಯಕ್ಷರಾಗಿ ಆಯ್ಕೆಯಾದರು. ಹಿಂದಿನ ಅಧ್ಯಕ್ಷರಿಂದ ಹೊಣೆ ಬಂದ ಕಾಳೀಮನ ಅವರು ಸದಸ್ಯತ್ವ ಸ್ಥಾನಕ್ಕೆ ರಾಜೀನಾಮೆ ನೀಡಿದ್ದರಿಂದ ತೆರವಾಗಿದ್ದ ಸ್ಥಾನಕ್ಕೆ ನಡೆದ ಚುನಾವಣೆಯಲ್ಲಿ ಕೆ.ಎಸ್.ಪ್ರಕಾಶ್ ಮಾತ್ರ ನಾಮಪತ್ರ ಸಲ್ಲಿಸಿದ್ದರಿಂದ ಚುನಾವಣಾಧಿಕಾರಿ ಆದ ತಹಶೀಲ್ದಾರ್ ಅರವಿಂದ್ ಅವರು ಅವಿರೋಧ ಆಯ್ಕೆಯನ್ನು ಘೋಷಿಸಿದರು. ಮಾಜಿ ಅಧ್ಯಕ್ಷ ಸಂಗಪ್ಪ, ಉಪಾಧ್ಯಕ್ಷೆ ಶಕೀಲಾ ಸೇರಿದಂತೆ 6 ಮಂದಿ ಸದಸ್ಯರು ಹಾಜರಿದ್ದರು. ಬಿಜೆಪಿ ಮುಖಂಡ ಕ್ರಾಂತಿ, ದೊಡ್ಡಮನಿ, ಕಾಂಗ್ರೆಸ್ ಮುಖಂಡ ಹೆಗ್ಗೋವೆ ಪುಟ್ಟರಾಜು ಉಪಸ್ಥಿತರಿದ್ದರು.: [1144, 305, 1505, 491]
women-group-photo: [340, 971, 659, 1105]
webcast-box: [323, 638, 583, 906]
mid-s2-body-b: ಬಯಸುವ ಶರಣರಿಗೆ, 'ಅಧಿಕಾರವಂತನಾದ ನೆರೆಯ ಹೊರೆಯ, ದಾಸೋಹತತ್ವ' ಇತ್ಯಾದಿ ಮೌಲ್ಯಗಳ ಬಗ್ಗೆ ವಿವರಿಸಿದರು. ದತ್ತಿ ದಾನಿಗಳನ್ನು ಗೌರವಿಸಲಾಯಿತು. ಶಿಕ್ಷಕ ದೇವರಾಜೇಗೌಡ, ಲಿಂಗರಾಜು ಇದ್ದರು.: [906, 1055, 1131, 1129]
date-box: [8, 5, 307, 60]
radio-caption: ಇಂದಿನಿಂದ ಏ.4 ರವರೆಗೆ ನಡೆಯುವ ಎಸ್ ಎಸ್ ಎಲ್ ಸಿ ವಾರ್ಷಿಕ ಪರೀಕ್ಷೆ ಸಂಬಂಧ ತಾಲೂಕಿನ ಸಮುದಾಯ ರೇಡಿಯೋ ಕೇಂದ್ರದಲ್ಲಿ ಶಿಕ್ಷಣ ಇಲಾಖೆಯ ಅಧಿಕಾರಿಗಳು ಪರೀಕ್ಷೆ ಸಿದ್ಧತೆ ಬಗ್ಗೆ ಮಾತನಾಡಿದರು.: [8, 1409, 402, 1440]
